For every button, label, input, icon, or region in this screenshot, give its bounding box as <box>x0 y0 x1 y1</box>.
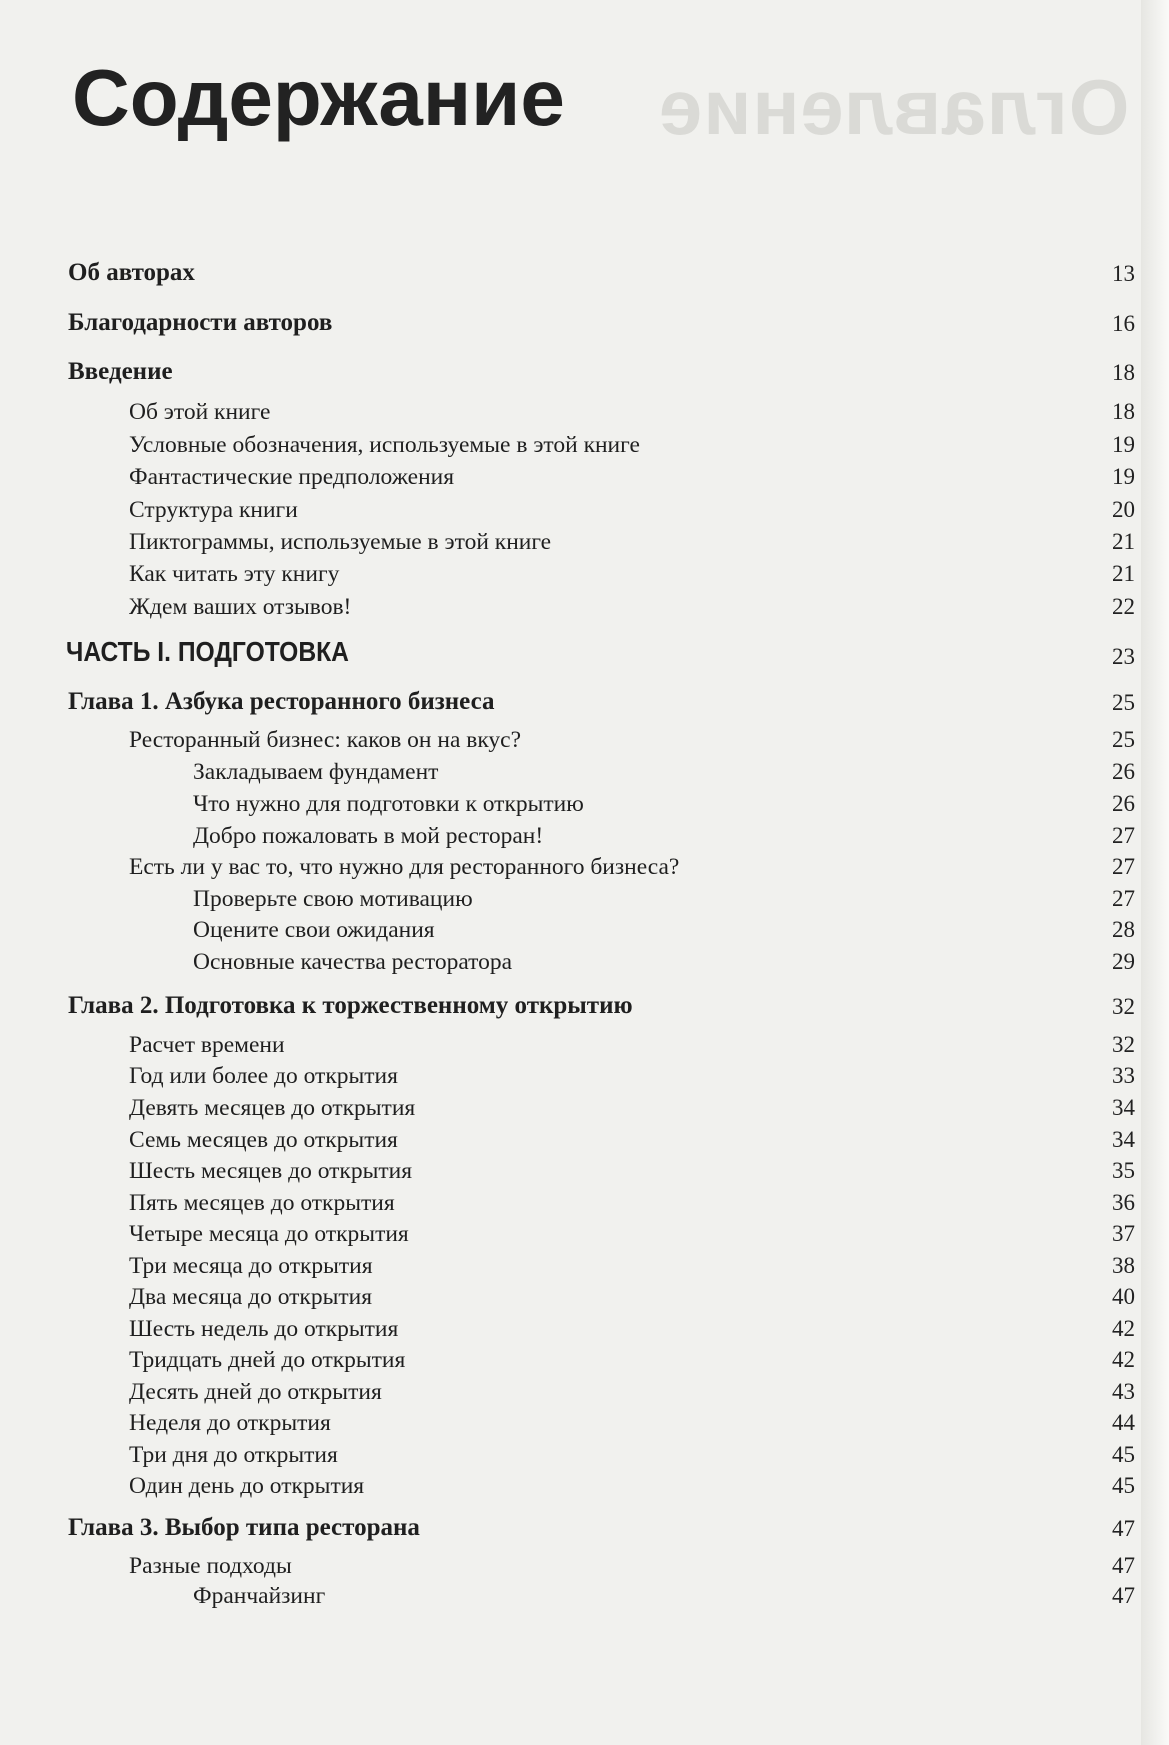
toc-entry-section[interactable] <box>0 1187 1169 1221</box>
toc-entry-page: 36 <box>1112 1190 1135 1215</box>
toc-entry-page: 19 <box>1112 464 1135 489</box>
toc-entry-page: 34 <box>1112 1127 1135 1152</box>
toc-entry-page: 35 <box>1112 1158 1135 1183</box>
toc-entry-page: 26 <box>1112 759 1135 784</box>
toc-entry-section[interactable] <box>0 1550 1169 1584</box>
toc-entry-section[interactable] <box>0 1439 1169 1473</box>
toc-entry-title: Фантастические предположения <box>129 464 455 490</box>
toc-entry-section[interactable] <box>0 1344 1169 1378</box>
toc-entry-section[interactable] <box>0 1470 1169 1504</box>
toc-entry-title: Неделя до открытия <box>129 1410 331 1436</box>
toc-entry-title: Закладываем фундамент <box>193 759 439 785</box>
toc-entry-page: 45 <box>1112 1473 1135 1498</box>
toc-entry-title: Три дня до открытия <box>129 1442 338 1468</box>
toc-entry-title: Проверьте свою мотивацию <box>193 886 473 912</box>
toc-entry-section[interactable] <box>0 1124 1169 1158</box>
toc-entry-section[interactable] <box>0 461 1169 495</box>
toc-entry-page: 40 <box>1112 1284 1135 1309</box>
toc-entry-section[interactable] <box>0 1376 1169 1410</box>
toc-entry-title: Год или более до открытия <box>129 1063 398 1089</box>
toc-entry-title: ЧАСТЬ I. ПОДГОТОВКА <box>66 636 349 667</box>
toc-entry-section[interactable] <box>0 494 1169 528</box>
toc-entry-section[interactable] <box>0 1155 1169 1189</box>
page-title: Содержание <box>72 53 565 142</box>
toc-entry-page: 47 <box>1112 1516 1135 1541</box>
toc-entry-title: Введение <box>68 358 173 385</box>
toc-entry-chapter[interactable] <box>0 686 1169 720</box>
toc-entry-subsection[interactable] <box>0 1580 1169 1614</box>
toc-entry-title: Расчет времени <box>129 1032 285 1058</box>
toc-entry-page: 44 <box>1112 1410 1135 1435</box>
toc-entry-title: Глава 2. Подготовка к торжественному открытию <box>68 992 633 1019</box>
toc-entry-page: 18 <box>1112 360 1135 385</box>
toc-entry-page: 22 <box>1112 594 1135 619</box>
toc-entry-title: Тридцать дней до открытия <box>129 1347 406 1373</box>
toc-entry-title: Пиктограммы, используемые в этой книге <box>129 529 552 555</box>
toc-entry-page: 26 <box>1112 791 1135 816</box>
toc-entry-page: 28 <box>1112 917 1135 942</box>
toc-entry-subsection[interactable] <box>0 820 1169 854</box>
toc-entry-title: Как читать эту книгу <box>129 561 340 587</box>
toc-entry-front[interactable] <box>0 356 1169 390</box>
toc-entry-section[interactable] <box>0 429 1169 463</box>
toc-entry-title: Оцените свои ожидания <box>193 917 435 943</box>
toc-entry-page: 20 <box>1112 497 1135 522</box>
toc-entry-page: 27 <box>1112 886 1135 911</box>
toc-entry-page: 33 <box>1112 1063 1135 1088</box>
toc-entry-subsection[interactable] <box>0 914 1169 948</box>
toc-entry-title: Ресторанный бизнес: каков он на вкус? <box>129 727 522 753</box>
toc-entry-page: 21 <box>1112 561 1135 586</box>
toc-entry-section[interactable] <box>0 1313 1169 1347</box>
toc-entry-page: 47 <box>1112 1553 1135 1578</box>
toc-entry-title: Один день до открытия <box>129 1473 365 1499</box>
toc-entry-title: Десять дней до открытия <box>129 1379 382 1405</box>
toc-entry-front[interactable] <box>0 307 1169 341</box>
toc-entry-subsection[interactable] <box>0 756 1169 790</box>
toc-entry-title: Есть ли у вас то, что нужно для ресторанного бизнеса? <box>129 854 680 880</box>
toc-entry-page: 19 <box>1112 432 1135 457</box>
toc-entry-title: Четыре месяца до открытия <box>129 1221 409 1247</box>
toc-entry-section[interactable] <box>0 1029 1169 1063</box>
toc-entry-section[interactable] <box>0 1092 1169 1126</box>
toc-entry-title: Шесть недель до открытия <box>129 1316 399 1342</box>
toc-entry-page: 21 <box>1112 529 1135 554</box>
toc-entry-title: Три месяца до открытия <box>129 1253 373 1279</box>
toc-entry-section[interactable] <box>0 1407 1169 1441</box>
toc-entry-title: Благодарности авторов <box>68 309 333 336</box>
toc-entry-title: Шесть месяцев до открытия <box>129 1158 413 1184</box>
toc-entry-title: Пять месяцев до открытия <box>129 1190 395 1216</box>
toc-entry-title: Франчайзинг <box>193 1583 326 1609</box>
toc-entry-title: Условные обозначения, используемые в этой книге <box>129 432 640 458</box>
toc-entry-page: 25 <box>1112 727 1135 752</box>
toc-entry-section[interactable] <box>0 591 1169 625</box>
toc-entry-title: Ждем ваших отзывов! <box>129 594 352 620</box>
toc-entry-page: 27 <box>1112 854 1135 879</box>
toc-entry-page: 47 <box>1112 1583 1135 1608</box>
toc-entry-title: Структура книги <box>129 497 298 523</box>
toc-entry-front[interactable] <box>0 257 1169 291</box>
toc-entry-title: Об авторах <box>68 259 195 286</box>
toc-entry-page: 32 <box>1112 994 1135 1019</box>
toc-entry-section[interactable] <box>0 396 1169 430</box>
toc-entry-section[interactable] <box>0 526 1169 560</box>
toc-entry-section[interactable] <box>0 724 1169 758</box>
toc-entry-title: Семь месяцев до открытия <box>129 1127 398 1153</box>
toc-entry-subsection[interactable] <box>0 883 1169 917</box>
toc-entry-page: 42 <box>1112 1316 1135 1341</box>
toc-entry-title: Основные качества ресторатора <box>193 949 513 975</box>
toc-entry-page: 45 <box>1112 1442 1135 1467</box>
toc-entry-chapter[interactable] <box>0 990 1169 1024</box>
toc-entry-subsection[interactable] <box>0 788 1169 822</box>
toc-entry-page: 34 <box>1112 1095 1135 1120</box>
toc-entry-page: 29 <box>1112 949 1135 974</box>
toc-entry-title: Девять месяцев до открытия <box>129 1095 416 1121</box>
toc-entry-title: Что нужно для подготовки к открытию <box>193 791 584 817</box>
toc-entry-section[interactable] <box>0 1218 1169 1252</box>
toc-entry-page: 32 <box>1112 1032 1135 1057</box>
toc-entry-subsection[interactable] <box>0 946 1169 980</box>
toc-entry-title: Глава 3. Выбор типа ресторана <box>68 1514 420 1541</box>
toc-entry-section[interactable] <box>0 851 1169 885</box>
toc-entry-section[interactable] <box>0 1250 1169 1284</box>
toc-entry-page: 27 <box>1112 823 1135 848</box>
toc-entry-section[interactable] <box>0 1060 1169 1094</box>
toc-entry-part[interactable] <box>0 636 1169 674</box>
toc-entry-page: 16 <box>1112 311 1135 336</box>
toc-entry-section[interactable] <box>0 1281 1169 1315</box>
toc-entry-page: 25 <box>1112 690 1135 715</box>
toc-entry-page: 43 <box>1112 1379 1135 1404</box>
toc-entry-title: Глава 1. Азбука ресторанного бизнеса <box>68 688 495 715</box>
bleed-through-heading: Оглавление <box>657 63 1129 151</box>
toc-entry-section[interactable] <box>0 558 1169 592</box>
toc-entry-page: 18 <box>1112 399 1135 424</box>
toc-entry-title: Разные подходы <box>129 1553 292 1579</box>
toc-entry-title: Два месяца до открытия <box>129 1284 373 1310</box>
toc-entry-page: 23 <box>1112 644 1135 669</box>
toc-entry-chapter[interactable] <box>0 1512 1169 1546</box>
toc-entry-title: Об этой книге <box>129 399 271 425</box>
toc-entry-page: 13 <box>1112 261 1135 286</box>
toc-entry-page: 42 <box>1112 1347 1135 1372</box>
toc-entry-page: 38 <box>1112 1253 1135 1278</box>
toc-entry-title: Добро пожаловать в мой ресторан! <box>193 823 544 849</box>
toc-entry-page: 37 <box>1112 1221 1135 1246</box>
